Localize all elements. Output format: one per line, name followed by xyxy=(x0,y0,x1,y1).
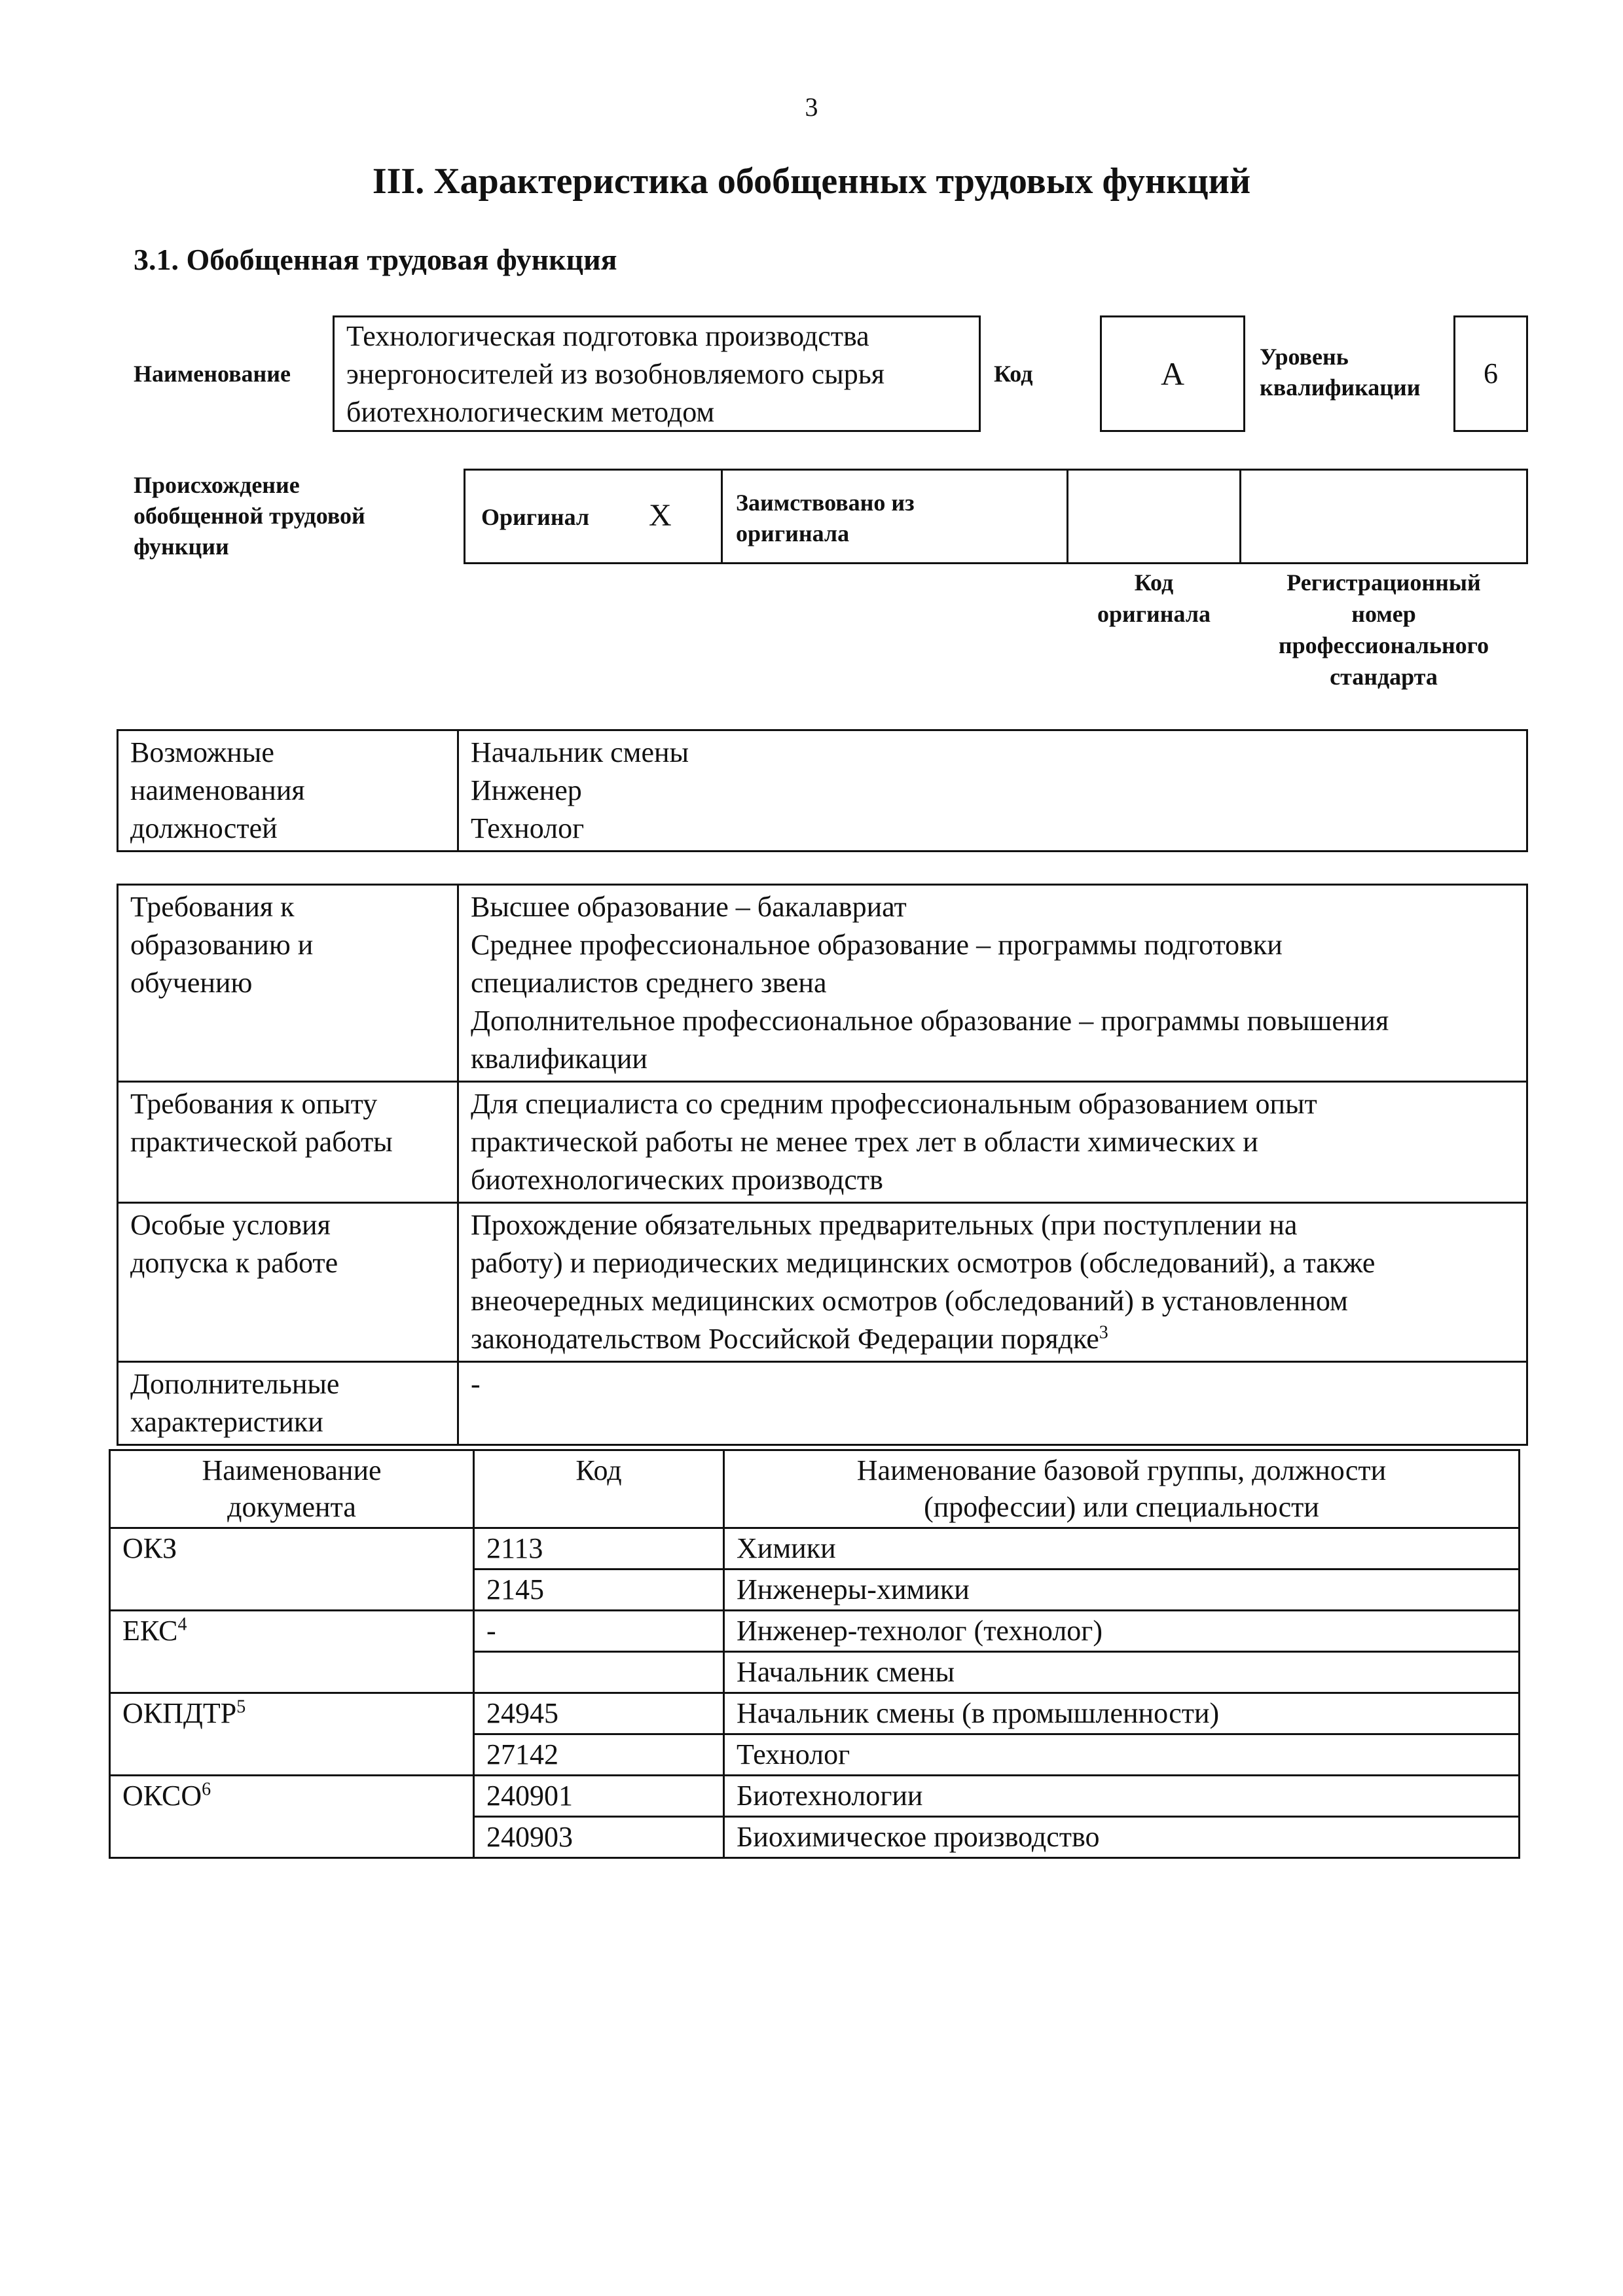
positions-values-cell xyxy=(458,730,1527,852)
section-title: III. Характеристика обобщенных трудовых функций xyxy=(372,161,1251,202)
group-name-cell: Инженеры-химики xyxy=(724,1570,1520,1611)
code-cell xyxy=(474,1652,724,1693)
group-name-cell: Начальник смены (в промышленности) xyxy=(724,1693,1520,1734)
document-cell xyxy=(110,1693,474,1776)
header-line: документа xyxy=(227,1491,356,1523)
borrowed-label-line: оригинала xyxy=(736,520,850,547)
code-cell: 24945 xyxy=(474,1693,724,1734)
requirement-label-cell xyxy=(118,1203,458,1362)
positions-table xyxy=(117,729,1528,852)
caption-line: стандарта xyxy=(1330,664,1438,690)
origin-label-line: функции xyxy=(134,533,229,560)
requirement-value-line: Среднее профессиональное образование – программы подготовки xyxy=(471,929,1283,961)
document-name: ОКЗ xyxy=(122,1532,177,1564)
header-document xyxy=(110,1450,474,1528)
caption-line: Код xyxy=(1134,569,1174,596)
qualification-level-value: 6 xyxy=(1484,357,1498,389)
footnote-marker: 4 xyxy=(177,1614,187,1635)
position-item: Инженер xyxy=(471,774,582,806)
requirement-value-cell xyxy=(458,1362,1527,1445)
borrowed-cell xyxy=(721,469,1068,564)
requirement-value-line: Высшее образование – бакалавриат xyxy=(471,891,907,923)
origin-label xyxy=(134,470,365,562)
requirement-label-line: обучению xyxy=(130,967,253,999)
origin-label-line: обобщенной трудовой xyxy=(134,502,365,529)
group-name-cell: Биотехнологии xyxy=(724,1776,1520,1817)
code-cell: 240901 xyxy=(474,1776,724,1817)
requirement-label-cell xyxy=(118,1362,458,1445)
group-name-cell: Химики xyxy=(724,1528,1520,1570)
requirement-label-line: образованию и xyxy=(130,929,314,961)
requirement-value-line: - xyxy=(471,1368,481,1400)
function-name-line: Технологическая подготовка производства xyxy=(346,320,869,352)
requirement-value-cell xyxy=(458,1082,1527,1203)
code-value: А xyxy=(1160,355,1185,392)
table-row xyxy=(110,1450,1520,1528)
registration-number-caption xyxy=(1239,567,1528,692)
code-cell: 240903 xyxy=(474,1817,724,1858)
header-code: Код xyxy=(474,1450,724,1528)
page-number: 3 xyxy=(805,92,818,122)
table-row xyxy=(110,1528,1520,1570)
document-name: ЕКС xyxy=(122,1615,178,1647)
table-row xyxy=(118,1203,1527,1362)
header-line: (профессии) или специальности xyxy=(924,1491,1319,1523)
requirement-value-line: специалистов среднего звена xyxy=(471,967,827,999)
borrowed-label xyxy=(736,488,915,549)
requirement-label-cell xyxy=(118,885,458,1082)
document-name: ОКПДТР xyxy=(122,1697,237,1729)
code-cell: - xyxy=(474,1611,724,1652)
group-name-cell: Биохимическое производство xyxy=(724,1817,1520,1858)
qualification-level-box xyxy=(1453,315,1528,432)
position-item: Начальник смены xyxy=(471,736,689,768)
positions-label-line: должностей xyxy=(130,812,278,844)
requirement-value-line: квалификации xyxy=(471,1043,647,1075)
code-value-box xyxy=(1100,315,1245,432)
table-row xyxy=(118,1362,1527,1445)
requirement-label-line: Особые условия xyxy=(130,1209,331,1241)
positions-label-line: наименования xyxy=(130,774,305,806)
header-line: Наименование базовой группы, должности xyxy=(856,1454,1387,1486)
code-cell: 27142 xyxy=(474,1734,724,1776)
requirement-value-line: внеочередных медицинских осмотров (обследований) в установленном xyxy=(471,1285,1348,1317)
requirement-value-cell xyxy=(458,885,1527,1082)
requirement-label-line: Требования к xyxy=(130,891,295,923)
code-cell: 2145 xyxy=(474,1570,724,1611)
position-item: Технолог xyxy=(471,812,585,844)
caption-line: оригинала xyxy=(1097,601,1211,627)
requirement-value-line: Дополнительное профессиональное образование – программы повышения xyxy=(471,1005,1389,1037)
document-name: ОКСО xyxy=(122,1780,202,1812)
requirement-value-line: биотехнологических производств xyxy=(471,1164,883,1196)
header-line: Наименование xyxy=(202,1454,382,1486)
table-row xyxy=(110,1693,1520,1734)
group-name-cell: Технолог xyxy=(724,1734,1520,1776)
caption-line: номер xyxy=(1351,601,1416,627)
function-name-box xyxy=(333,315,981,432)
requirement-label-cell xyxy=(118,1082,458,1203)
positions-label-cell xyxy=(118,730,458,852)
group-name-cell: Инженер-технолог (технолог) xyxy=(724,1611,1520,1652)
requirement-value-line: практической работы не менее трех лет в области химических и xyxy=(471,1126,1258,1158)
requirement-value-line xyxy=(471,1320,1514,1358)
original-code-cell xyxy=(1067,469,1241,564)
requirement-value-cell xyxy=(458,1203,1527,1362)
function-name-line: биотехнологическим методом xyxy=(346,396,715,428)
requirement-label-line: Требования к опыту xyxy=(130,1088,378,1120)
document-cell xyxy=(110,1776,474,1858)
table-row xyxy=(110,1776,1520,1817)
document-cell xyxy=(110,1611,474,1693)
borrowed-label-line: Заимствовано из xyxy=(736,490,915,516)
function-name-line: энергоносителей из возобновляемого сырья xyxy=(346,358,884,390)
requirement-label-line: характеристики xyxy=(130,1406,323,1438)
requirement-value-line: работу) и периодических медицинских осмотров (обследований), а также xyxy=(471,1247,1376,1279)
qualification-level-label-line: Уровень xyxy=(1260,344,1349,370)
requirement-label-line: Дополнительные xyxy=(130,1368,340,1400)
requirement-label-line: практической работы xyxy=(130,1126,393,1158)
header-group xyxy=(724,1450,1520,1528)
footnote-marker: 5 xyxy=(236,1696,246,1717)
table-row xyxy=(118,885,1527,1082)
footnote-marker: 3 xyxy=(1099,1322,1108,1343)
original-mark: Х xyxy=(649,498,672,533)
requirement-label-line: допуска к работе xyxy=(130,1247,338,1279)
classifier-rows xyxy=(110,1528,1520,1858)
name-label: Наименование xyxy=(134,361,291,387)
caption-line: Регистрационный xyxy=(1286,569,1481,596)
original-label: Оригинал xyxy=(481,504,590,530)
table-row xyxy=(110,1611,1520,1652)
qualification-level-label-line: квалификации xyxy=(1260,374,1421,401)
classifiers-table xyxy=(109,1449,1520,1859)
registration-number-cell xyxy=(1239,469,1528,564)
requirement-value-text: законодательством Российской Федерации порядке xyxy=(471,1323,1099,1355)
caption-line: профессионального xyxy=(1278,632,1489,658)
subsection-title: 3.1. Обобщенная трудовая функция xyxy=(134,243,617,276)
qualification-level-label xyxy=(1260,342,1421,403)
function-name-text xyxy=(346,317,967,431)
original-code-caption xyxy=(1067,567,1241,630)
code-cell: 2113 xyxy=(474,1528,724,1570)
origin-label-line: Происхождение xyxy=(134,472,300,498)
code-label: Код xyxy=(994,361,1033,387)
requirements-table xyxy=(117,884,1528,1446)
requirement-value-line: Прохождение обязательных предварительных (при поступлении на xyxy=(471,1209,1298,1241)
footnote-marker: 6 xyxy=(202,1779,211,1800)
group-name-cell: Начальник смены xyxy=(724,1652,1520,1693)
requirement-value-line: Для специалиста со средним профессиональным образованием опыт xyxy=(471,1088,1317,1120)
table-row xyxy=(118,1082,1527,1203)
document-cell xyxy=(110,1528,474,1611)
table-row xyxy=(118,730,1527,852)
positions-label-line: Возможные xyxy=(130,736,274,768)
original-cell xyxy=(464,469,723,564)
